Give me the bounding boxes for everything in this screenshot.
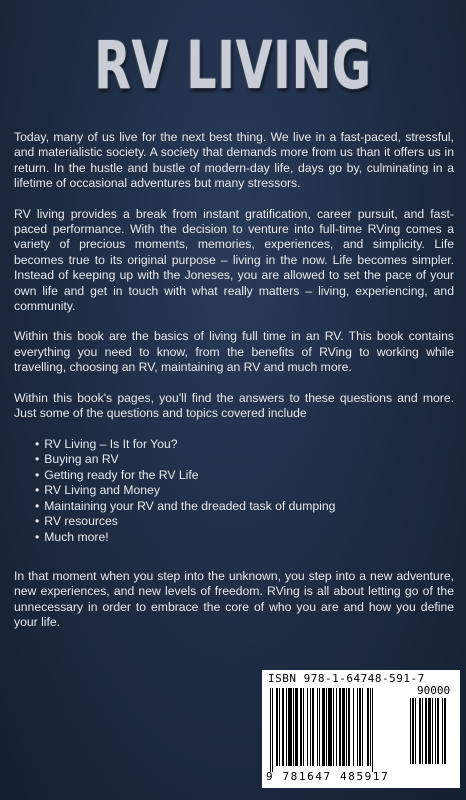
barcode-stripe bbox=[410, 698, 411, 764]
barcode-stripe bbox=[357, 688, 358, 766]
blurb bbox=[14, 130, 454, 646]
barcode-stripe bbox=[346, 688, 347, 766]
barcode-stripe bbox=[367, 688, 369, 766]
barcode-stripe bbox=[359, 688, 361, 766]
paragraph-3: Within this book are the basics of living full time in an RV. This book contains everything you need to know, from the benefits of RVing to working while travelling, choosing an RV, maintaining an RV and much more. bbox=[14, 329, 454, 375]
barcode-digits: 9 781647 485917 bbox=[266, 770, 390, 783]
barcode-stripe bbox=[333, 688, 334, 766]
barcode-stripe bbox=[272, 688, 273, 772]
barcode-stripe bbox=[317, 688, 318, 766]
barcode-stripe bbox=[288, 688, 292, 766]
isbn-label: ISBN 978-1-64748-591-7 bbox=[268, 672, 425, 685]
barcode-stripe bbox=[307, 688, 308, 766]
barcode-stripe bbox=[419, 698, 421, 764]
barcode-stripe bbox=[286, 688, 287, 766]
list-item: • Much more! bbox=[35, 530, 454, 546]
price-barcode-bars bbox=[410, 698, 454, 764]
barcode-stripe bbox=[412, 698, 414, 764]
barcode-stripe bbox=[295, 688, 298, 766]
barcode-stripe bbox=[328, 688, 332, 766]
list-item: • RV Living – Is It for You? bbox=[35, 437, 454, 453]
list-item: • Buying an RV bbox=[35, 452, 454, 468]
paragraph-2: RV living provides a break from instant gratification, career pursuit, and fast-paced performance. With the decision to venture into full-time RVing comes a variety of precious moments, memories, experiences, and simplicity. Life becomes true to its original purpose – living in the now. Life becomes simpler. Instead of keeping up with the Joneses, you are allowed to set the pace of your own life and get in touch with what really matters – living, experiencing, and community. bbox=[14, 206, 454, 314]
barcode-stripe bbox=[444, 698, 446, 764]
barcode-stripe bbox=[336, 688, 337, 766]
barcode-stripe bbox=[428, 698, 431, 764]
list-item: • Getting ready for the RV Life bbox=[35, 468, 454, 484]
barcode-stripe bbox=[282, 688, 284, 766]
barcode-stripe bbox=[270, 688, 271, 772]
barcode-stripe bbox=[303, 688, 304, 766]
barcode-stripe bbox=[425, 698, 427, 764]
barcode-stripe bbox=[276, 688, 278, 766]
barcode-stripe bbox=[348, 688, 350, 766]
barcode-bars bbox=[270, 688, 406, 772]
paragraph-4: Within this book's pages, you'll find the answers to these questions and more. Just some of the questions and topics covered include bbox=[14, 390, 454, 421]
barcode-stripe bbox=[437, 698, 439, 764]
barcode-stripe bbox=[435, 698, 436, 764]
closing-paragraph: In that moment when you step into the unknown, you step into a new adventure, new experiences, and new levels of freedom. RVing is all about letting go of the unnecessary in order to embrace the core of who you are and how you define your life. bbox=[14, 569, 454, 630]
barcode-stripe bbox=[279, 688, 280, 766]
isbn-barcode bbox=[262, 670, 460, 788]
topic-list bbox=[14, 437, 454, 546]
barcode-stripe bbox=[342, 688, 345, 766]
barcode-stripe bbox=[370, 688, 371, 766]
barcode-stripe bbox=[326, 688, 327, 766]
barcode-stripe bbox=[312, 688, 314, 766]
barcode-stripe bbox=[353, 688, 354, 766]
list-item: • RV Living and Money bbox=[35, 483, 454, 499]
barcode-stripe bbox=[362, 688, 363, 766]
barcode-stripe bbox=[300, 688, 302, 766]
barcode-stripe bbox=[339, 688, 341, 766]
barcode-stripe bbox=[310, 688, 311, 766]
barcode-stripe bbox=[442, 698, 443, 764]
barcode-stripe bbox=[372, 688, 373, 772]
barcode-stripe bbox=[432, 698, 433, 764]
barcode-stripe bbox=[322, 688, 325, 766]
barcode-stripe bbox=[415, 698, 416, 764]
price-code: 90000 bbox=[417, 684, 451, 697]
barcode-stripe bbox=[293, 688, 294, 766]
book-title: RV LIVING bbox=[94, 27, 372, 104]
barcode-stripe bbox=[422, 698, 423, 764]
list-item: • Maintaining your RV and the dreaded task of dumping bbox=[35, 499, 454, 515]
paragraph-1: Today, many of us live for the next best thing. We live in a fast-paced, stressful, and materialistic society. A society that demands more from us than it offers us in return. In the hustle and bustle of modern-day life, days go by, culminating in a lifetime of occasional adventures but many stressors. bbox=[14, 130, 454, 191]
list-item: • RV resources bbox=[35, 514, 454, 530]
barcode-stripe bbox=[319, 688, 320, 766]
